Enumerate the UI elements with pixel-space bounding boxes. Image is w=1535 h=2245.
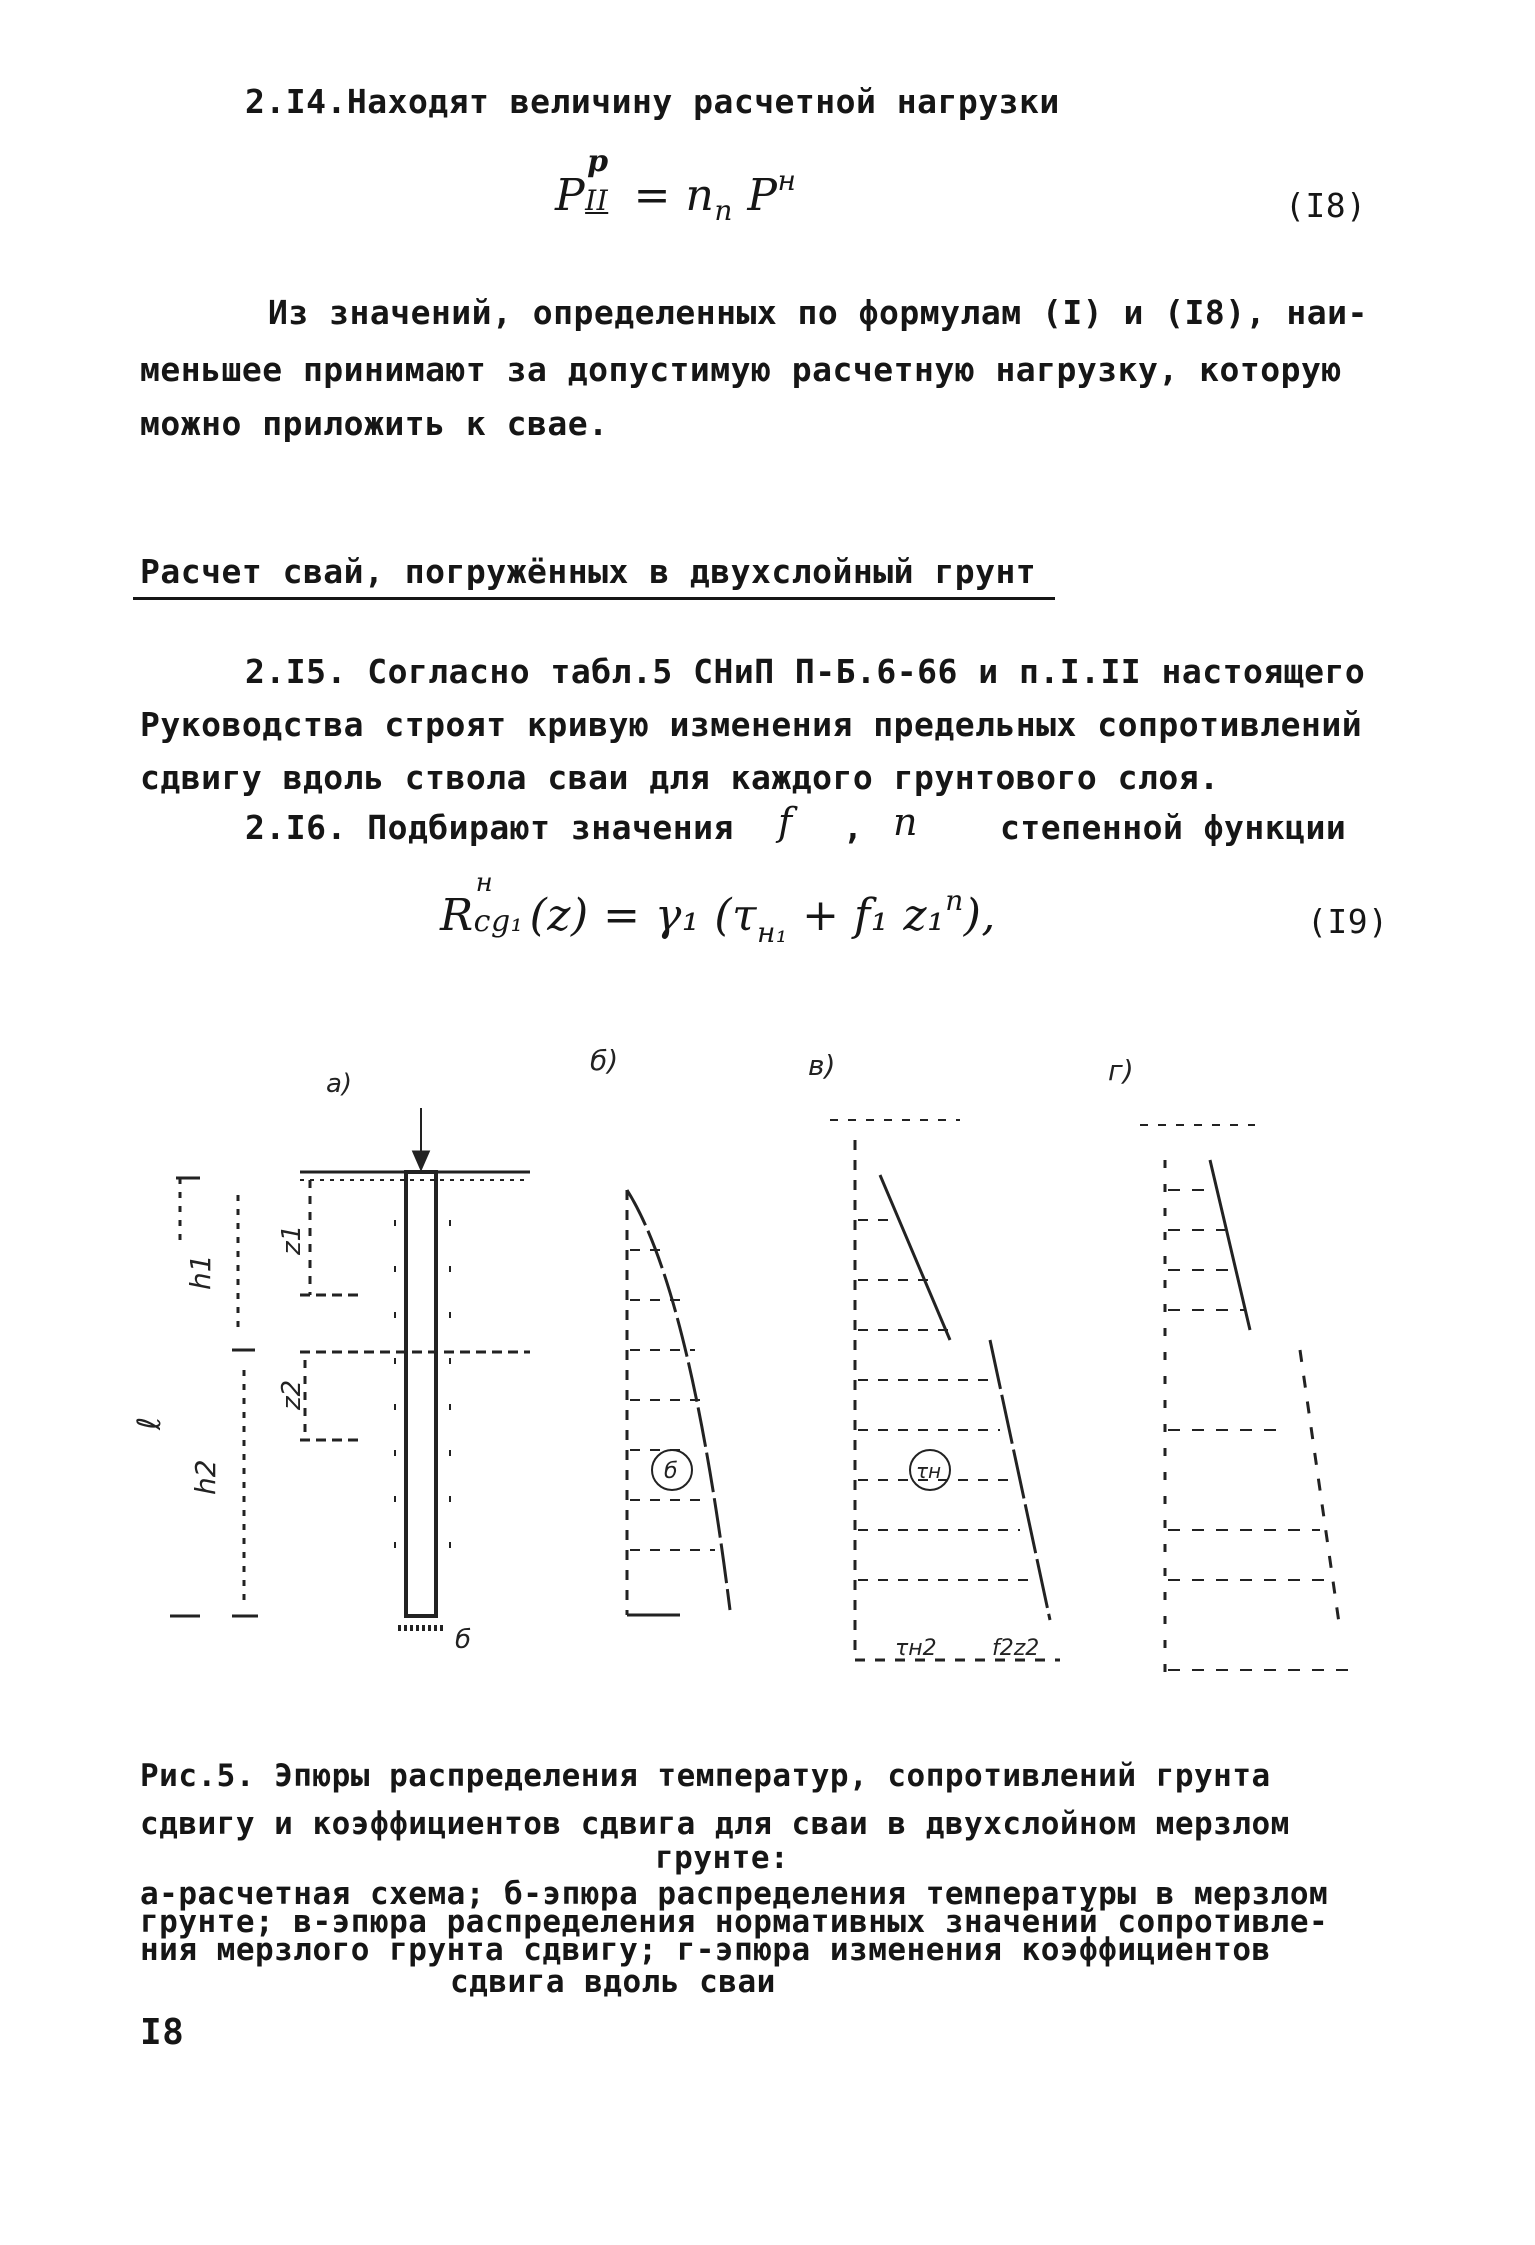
section-2-15-line-1: 2.I5. Согласно табл.5 СНиП П-Б.6-66 и п.I.II настоящего	[245, 652, 1366, 691]
page-number: I8	[140, 2012, 185, 2053]
section-2-15-line-2: Руководства строят кривую изменения предельных сопротивлений	[140, 705, 1363, 744]
panel-label-d: г)	[1108, 1054, 1134, 1087]
label-h1: h1	[184, 1254, 217, 1290]
paragraph-min-line-1: Из значений, определенных по формулам (I) и (I8), наи-	[268, 293, 1368, 332]
circle-label-b: б	[664, 1459, 678, 1484]
panel-a-scheme	[170, 1108, 530, 1628]
caption-line-5: грунте; в-эпюра распределения нормативных значений сопротивле-	[140, 1904, 1329, 1940]
panel-label-b: б)	[590, 1044, 619, 1077]
section-2-16-sym-f: f	[778, 800, 793, 844]
formula-19: R н cg₁ (z) = γ₁ ($\tau_{н_1} + f_1$ z₁$^n$),	[440, 868, 996, 949]
section-2-16-lead: 2.I6. Подбирают значения	[245, 808, 734, 847]
panel-label-c: в)	[808, 1049, 836, 1082]
panel-c-shear-resistance-diagram	[830, 1120, 1060, 1660]
eq-number-19: (I9)	[1307, 902, 1389, 941]
label-bottom-sig: б	[455, 1625, 472, 1655]
paragraph-min-line-3: можно приложить к свае.	[140, 404, 609, 443]
formula-18-p: P	[555, 170, 586, 221]
panel-b-temperature-diagram	[627, 1190, 730, 1615]
section-2-16-sym-n: n	[893, 800, 918, 844]
caption-line-2: сдвигу и коэффициентов сдвига для сваи в двухслойном мерзлом	[140, 1806, 1290, 1842]
section-heading: Расчет свай, погружённых в двухслойный грунт	[140, 552, 1037, 591]
label-fz-bottom: f2z2	[992, 1636, 1040, 1661]
caption-line-4: а-расчетная схема; б-эпюра распределения температуры в мерзлом	[140, 1876, 1329, 1912]
label-l: ℓ	[130, 1416, 168, 1430]
label-h2: h2	[189, 1459, 222, 1495]
label-z2: z2	[277, 1379, 307, 1410]
section-2-16-tail: степенной функции	[1000, 808, 1347, 847]
section-2-15-line-3: сдвигу вдоль ствола сваи для каждого грунтового слоя.	[140, 758, 1220, 797]
caption-line-7: сдвига вдоль сваи	[450, 1964, 776, 2000]
circle-label-v: τн	[916, 1459, 942, 1483]
panel-label-a: а)	[326, 1069, 353, 1099]
section-2-16-sep: ,	[843, 808, 864, 847]
eq-number-18: (I8)	[1285, 186, 1367, 225]
formula-18-sup-p: p	[587, 144, 609, 179]
paragraph-min-line-2: меньшее принимают за допустимую расчетную нагрузку, которую	[140, 350, 1342, 389]
label-z1: z1	[277, 1224, 307, 1255]
caption-line-3: грунте:	[655, 1840, 790, 1876]
formula-18: P p II = $n_п$ $P^н$	[555, 144, 797, 227]
section-2-14-text: 2.I4.Находят величину расчетной нагрузки	[245, 82, 1060, 121]
panel-d-shear-coefficient-diagram	[1140, 1125, 1350, 1680]
caption-line-6: ния мерзлого грунта сдвигу; г-эпюра изменения коэффициентов	[140, 1932, 1271, 1968]
formula-18-sub-ii: II	[585, 184, 609, 217]
label-tau-bottom: τн2	[895, 1636, 937, 1661]
caption-line-1: Рис.5. Эпюры распределения температур, сопротивлений грунта	[140, 1758, 1271, 1794]
